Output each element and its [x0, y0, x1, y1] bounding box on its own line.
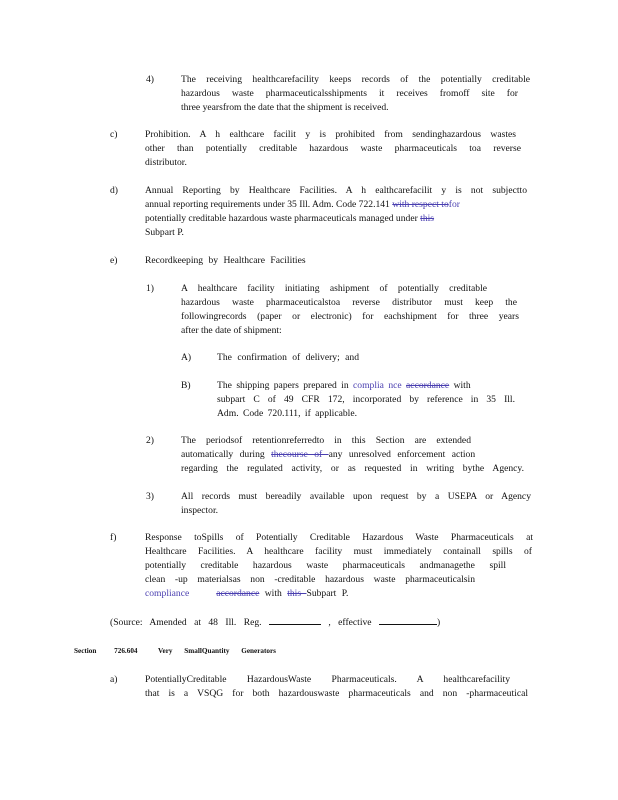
text-line: hazardous waste pharmaceuticalstoa reverse distributor must keep the: [181, 297, 517, 308]
list-label: 4): [146, 74, 154, 85]
source-text: (Source: Amended at 48 Ill. Reg.: [110, 617, 262, 628]
section-number: Section 726.604: [74, 647, 138, 655]
text-line: Adm. Code 720.111, if applicable.: [217, 408, 357, 419]
text-line: [145, 587, 348, 600]
text-line: after the date of shipment:: [181, 325, 282, 336]
list-label: 1): [146, 283, 154, 294]
text-line: [181, 448, 475, 461]
source-text: ): [436, 617, 441, 628]
blank-line: [379, 615, 437, 625]
inserted-text: for: [448, 199, 460, 210]
text-line: Response toSpills of Potentially Creditable Hazardous Waste Pharmaceuticals at: [145, 532, 533, 543]
text-line: regarding the regulated activity, or as requested in writing bythe Agency.: [181, 463, 524, 474]
list-label: a): [110, 674, 118, 685]
deleted-text: this: [420, 213, 435, 224]
list-label: f): [110, 532, 117, 543]
text-line: clean -up materialsas non -creditable hazardous waste pharmaceuticalsin: [145, 574, 475, 585]
text-line: PotentiallyCreditable HazardousWaste Pharmaceuticals. A healthcarefacility: [145, 674, 510, 685]
inserted-text: complia nce: [353, 380, 402, 391]
text-line: [145, 212, 434, 225]
heading: Recordkeeping by Healthcare Facilities: [145, 255, 306, 266]
list-label: 3): [146, 491, 154, 502]
text-line: Annual Reporting by Healthcare Facilities. A h ealthcarefacilit y is not subjectto: [145, 185, 527, 196]
text-run: with: [259, 588, 288, 599]
deleted-text: accordance: [406, 380, 450, 391]
text-run: potentially creditable hazardous waste pharmaceuticals managed under: [145, 213, 421, 224]
text-run: Subpart P.: [306, 588, 349, 599]
text-line: Prohibition. A h ealthcare facilit y is prohibited from sendinghazardous wastes: [145, 129, 516, 140]
text-line: inspector.: [181, 505, 219, 516]
text-run: annual reporting requirements under 35 Ill. Adm. Code 722.141: [145, 199, 393, 210]
text-line: A healthcare facility initiating ashipment of potentially creditable: [181, 283, 487, 294]
text-run: with: [449, 380, 471, 391]
text-line: followingrecords (paper or electronic) for eachshipment for three years: [181, 311, 519, 322]
text-line: other than potentially creditable hazardous waste pharmaceuticals toa reverse: [145, 143, 521, 154]
text-line: distributor.: [145, 157, 187, 168]
text-line: All records must bereadily available upon request by a USEPA or Agency: [181, 491, 531, 502]
deleted-text: thecourse of: [271, 449, 329, 460]
text-line: Healthcare Facilities. A healthcare facility must immediately containall spills of: [145, 546, 532, 557]
list-label: e): [110, 255, 118, 266]
source-text: , effective: [328, 617, 372, 628]
list-label: 2): [146, 435, 154, 446]
list-label: A): [181, 352, 192, 363]
text-run: The shipping papers prepared in: [217, 380, 354, 391]
text-line: Subpart P.: [145, 227, 184, 238]
section-title: Very SmallQuantity Generators: [158, 647, 276, 655]
source-note: [110, 615, 440, 629]
blank-line: [269, 615, 321, 625]
text-run: automatically during: [181, 449, 272, 460]
list-label: c): [110, 129, 118, 140]
text-line: subpart C of 49 CFR 172, incorporated by reference in 35 Ill.: [217, 394, 515, 405]
inserted-text: compliance: [145, 588, 190, 599]
text-run: any unresolved enforcement action: [328, 449, 476, 460]
text-line: The receiving healthcarefacility keeps records of the potentially creditable: [181, 74, 530, 85]
deleted-text: accordance: [216, 588, 260, 599]
text-line: potentially creditable hazardous waste pharmaceuticals andmanagethe spill: [145, 560, 506, 571]
deleted-text: this: [287, 588, 307, 599]
text-line: [145, 198, 460, 211]
list-label: d): [110, 185, 118, 196]
list-label: B): [181, 380, 191, 391]
text-line: three yearsfrom the date that the shipment is received.: [181, 102, 389, 113]
deleted-text: with respect to: [392, 199, 449, 210]
text-line: hazardous waste pharmaceuticalsshipments it receives fromoff site for: [181, 88, 518, 99]
text-line: [217, 379, 471, 392]
text-line: that is a VSQG for both hazardouswaste pharmaceuticals and non -pharmaceutical: [145, 688, 528, 699]
text-line: The confirmation of delivery; and: [217, 352, 360, 363]
text-line: The periodsof retentionreferredto in this Section are extended: [181, 435, 471, 446]
